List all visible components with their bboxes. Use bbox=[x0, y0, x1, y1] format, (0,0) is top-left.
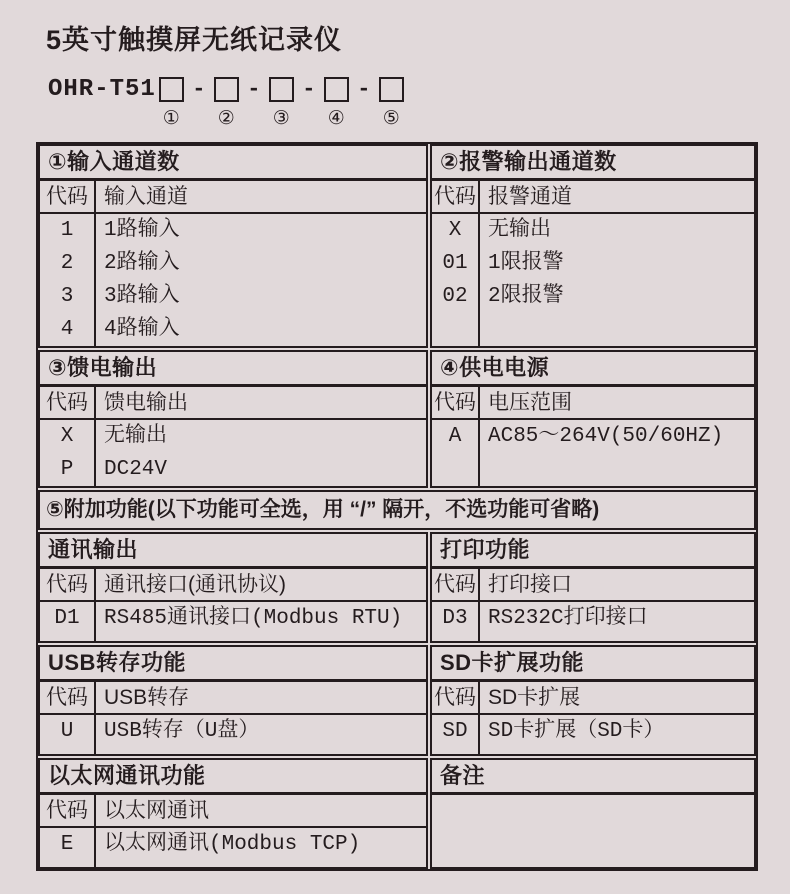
desc-header-cell: 报警通道 bbox=[488, 185, 572, 208]
section-communication-output bbox=[38, 532, 428, 643]
additional-functions-note: ⑤附加功能(以下功能可全选，用 “/” 隔开，不选功能可省略) bbox=[46, 498, 600, 521]
code-header-cell: 代码 bbox=[432, 569, 480, 600]
code-cell: D3 bbox=[442, 607, 468, 630]
code-cell: 1 bbox=[60, 219, 74, 242]
desc-cell: 2路输入 bbox=[104, 252, 180, 275]
code-cell: P bbox=[60, 458, 74, 481]
table-header-row bbox=[40, 181, 426, 214]
code-cell: 4 bbox=[60, 318, 74, 341]
section-title: 打印功能 bbox=[432, 534, 754, 569]
table-body bbox=[40, 602, 426, 641]
desc-header-cell: SD卡扩展 bbox=[488, 686, 581, 709]
desc-cell: USB转存（U盘） bbox=[104, 720, 260, 743]
code-header-cell: 代码 bbox=[40, 181, 96, 212]
table-header-row bbox=[432, 569, 754, 602]
code-cell: X bbox=[60, 425, 74, 448]
model-slot-box-4 bbox=[324, 77, 349, 102]
desc-cell: 2限报警 bbox=[488, 285, 564, 308]
code-cell: X bbox=[448, 219, 462, 242]
desc-header-cell: 打印接口 bbox=[488, 573, 572, 596]
code-column bbox=[432, 214, 480, 346]
model-prefix: OHR-T51 bbox=[48, 76, 156, 103]
table-row-pair-3 bbox=[38, 532, 756, 643]
model-dash: - bbox=[357, 77, 371, 102]
code-cell: 02 bbox=[442, 285, 468, 308]
desc-column bbox=[96, 214, 426, 346]
table-row-pair-4 bbox=[38, 645, 756, 756]
section-additional-functions-note bbox=[38, 490, 756, 530]
desc-cell: RS232C打印接口 bbox=[488, 607, 648, 630]
section-title: 以太网通讯功能 bbox=[40, 760, 426, 795]
desc-column bbox=[96, 828, 426, 867]
model-slot-number-5: ⑤ bbox=[382, 107, 400, 129]
code-header-cell: 代码 bbox=[40, 795, 96, 826]
model-code-line bbox=[48, 77, 790, 128]
section-power-supply bbox=[430, 350, 756, 488]
section-title: 备注 bbox=[432, 760, 754, 795]
code-cell: 3 bbox=[60, 285, 74, 308]
code-column bbox=[40, 420, 96, 486]
table-body bbox=[40, 715, 426, 754]
code-column bbox=[432, 420, 480, 486]
code-cell: E bbox=[60, 833, 74, 856]
desc-column bbox=[480, 715, 754, 754]
desc-cell: 无输出 bbox=[104, 425, 167, 448]
desc-column bbox=[480, 214, 754, 346]
code-cell: D1 bbox=[54, 607, 80, 630]
table-body bbox=[40, 214, 426, 346]
code-header-cell: 代码 bbox=[432, 181, 480, 212]
code-column bbox=[40, 828, 96, 867]
table-body bbox=[40, 828, 426, 867]
section-title: ②报警输出通道数 bbox=[432, 146, 754, 181]
desc-header-cell: USB转存 bbox=[104, 686, 190, 709]
section-input-channels bbox=[38, 144, 428, 348]
code-cell: SD bbox=[442, 720, 468, 743]
model-slot-5 bbox=[379, 77, 404, 128]
section-title: SD卡扩展功能 bbox=[432, 647, 754, 682]
desc-header-cell: 输入通道 bbox=[104, 185, 188, 208]
code-cell: 01 bbox=[442, 252, 468, 275]
spec-table bbox=[36, 142, 758, 871]
desc-cell: 4路输入 bbox=[104, 318, 180, 341]
model-dash: - bbox=[247, 77, 261, 102]
table-header-row bbox=[40, 795, 426, 828]
desc-column bbox=[96, 715, 426, 754]
desc-column bbox=[96, 602, 426, 641]
code-column bbox=[40, 602, 96, 641]
code-column bbox=[432, 602, 480, 641]
desc-header-cell: 电压范围 bbox=[488, 391, 572, 414]
page-title: 5英寸触摸屏无纸记录仪 bbox=[46, 25, 343, 55]
desc-cell: 1路输入 bbox=[104, 219, 180, 242]
section-ethernet bbox=[38, 758, 428, 869]
section-sd-card bbox=[430, 645, 756, 756]
model-slot-box-3 bbox=[269, 77, 294, 102]
section-title: ①输入通道数 bbox=[40, 146, 426, 181]
model-slot-2 bbox=[214, 77, 239, 128]
table-row-pair-2 bbox=[38, 350, 756, 488]
code-column bbox=[432, 715, 480, 754]
model-slot-number-4: ④ bbox=[327, 107, 345, 129]
table-header-row bbox=[432, 682, 754, 715]
page-header bbox=[36, 18, 790, 128]
code-header-cell: 代码 bbox=[40, 569, 96, 600]
code-header-cell: 代码 bbox=[40, 387, 96, 418]
desc-cell: 1限报警 bbox=[488, 252, 564, 275]
model-slot-3 bbox=[269, 77, 294, 128]
section-title: USB转存功能 bbox=[40, 647, 426, 682]
section-remarks bbox=[430, 758, 756, 869]
desc-cell: RS485通讯接口(Modbus RTU) bbox=[104, 607, 403, 630]
model-slot-1 bbox=[159, 77, 184, 128]
table-body bbox=[432, 420, 754, 486]
section-print-function bbox=[430, 532, 756, 643]
section-title: ③馈电输出 bbox=[40, 352, 426, 387]
remarks-empty-area bbox=[432, 795, 754, 867]
table-row-pair-1 bbox=[38, 144, 756, 348]
code-cell: U bbox=[60, 720, 74, 743]
desc-cell: AC85～264V(50/60HZ) bbox=[488, 425, 724, 448]
desc-cell: 3路输入 bbox=[104, 285, 180, 308]
desc-header-cell: 以太网通讯 bbox=[104, 799, 209, 822]
section-title: 通讯输出 bbox=[40, 534, 426, 569]
table-body bbox=[432, 715, 754, 754]
model-slot-box-5 bbox=[379, 77, 404, 102]
section-usb-transfer bbox=[38, 645, 428, 756]
code-header-cell: 代码 bbox=[432, 387, 480, 418]
desc-column bbox=[480, 420, 754, 486]
table-body bbox=[432, 214, 754, 346]
table-body bbox=[432, 602, 754, 641]
model-slot-box-1 bbox=[159, 77, 184, 102]
code-column bbox=[40, 214, 96, 346]
model-slot-number-1: ① bbox=[162, 107, 180, 129]
desc-cell: SD卡扩展（SD卡） bbox=[488, 720, 665, 743]
model-dash: - bbox=[192, 77, 206, 102]
desc-cell: 以太网通讯(Modbus TCP) bbox=[104, 833, 361, 856]
code-cell: 2 bbox=[60, 252, 74, 275]
section-title: ④供电电源 bbox=[432, 352, 754, 387]
code-header-cell: 代码 bbox=[432, 682, 480, 713]
table-body bbox=[40, 420, 426, 486]
table-header-row bbox=[40, 387, 426, 420]
table-header-row bbox=[40, 682, 426, 715]
desc-cell: 无输出 bbox=[488, 219, 551, 242]
desc-header-cell: 馈电输出 bbox=[104, 391, 188, 414]
model-dash: - bbox=[302, 77, 316, 102]
model-slot-4 bbox=[324, 77, 349, 128]
desc-header-cell: 通讯接口(通讯协议) bbox=[104, 573, 286, 596]
model-slot-number-2: ② bbox=[217, 107, 235, 129]
code-cell: A bbox=[448, 425, 462, 448]
code-column bbox=[40, 715, 96, 754]
desc-cell: DC24V bbox=[104, 458, 168, 481]
desc-column bbox=[480, 602, 754, 641]
model-slot-number-3: ③ bbox=[272, 107, 290, 129]
section-feed-output bbox=[38, 350, 428, 488]
table-row-pair-5 bbox=[38, 758, 756, 869]
code-header-cell: 代码 bbox=[40, 682, 96, 713]
table-header-row bbox=[432, 181, 754, 214]
table-header-row bbox=[432, 387, 754, 420]
section-alarm-outputs bbox=[430, 144, 756, 348]
desc-column bbox=[96, 420, 426, 486]
table-header-row bbox=[40, 569, 426, 602]
model-slot-box-2 bbox=[214, 77, 239, 102]
